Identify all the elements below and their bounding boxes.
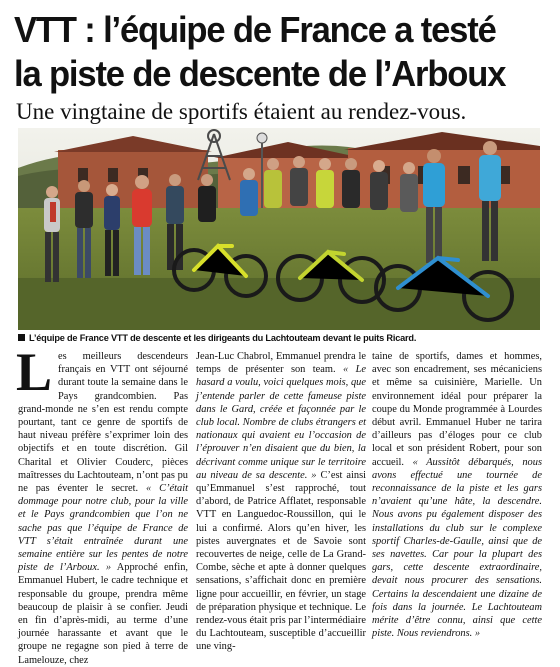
col3-text-a: taine de sportifs, dames et hommes, avec son encadrement, ses mécaniciens et même sa cuisinière, Marielle. Un environnement idéal pour préparer la coupe du Monde programmée à Lourdes début avril. Emmanuel Huber ne tarira d’ailleurs pas d’éloges pour ce club local et son président Robert, pour son accueil. bbox=[372, 351, 542, 468]
subheadline: Une vingtaine de sportifs étaient au rendez-vous. bbox=[16, 99, 467, 124]
photo-caption bbox=[18, 332, 540, 344]
drop-cap: L bbox=[16, 342, 53, 402]
col1-text-b: Approché enfin, Emmanuel Hubert, le cadre technique et responsable du groupe, prendra même beaucoup de plaisir à se confier. Jeudi en fin d’après-midi, au terme d’une journée harassante et avant que le groupe ne regagne son pied à terre de Lamelouze, chez bbox=[18, 562, 189, 666]
headline-line-1: VTT : l’équipe de France a testé bbox=[14, 9, 496, 50]
article-column-3 bbox=[372, 350, 542, 640]
caption-text: L’équipe de France VTT de descente et les dirigeants du Lachtouteam devant le puits Ricard. bbox=[29, 333, 417, 343]
col3-quote: « Aussitôt débarqués, nous avons effectué une tournée de reconnaissance de la piste et les gars n’avaient qu’une hâte, la descendre. Nous avons pu également disposer des installations du club sur le complexe sportif Charles-de-Gaulle, ainsi que de ses navettes. Car pour la plupart des gars, cette descente extraordinaire, devait nous procurer des sensations. Certains la descendaient une dizaine de fois dans la journée. Le Lachtouteam mérite d’être connu, ainsi que cette piste. Nous reviendrons. » bbox=[372, 456, 542, 640]
headline bbox=[14, 8, 529, 96]
col2-text-b: C’est ainsi qu’Emmanuel s’est rapproché, tout d’abord, de Patrice Afflatet, responsable VTT en Languedoc-Roussillon, qui le lui a confirmé. Alors qu’en hiver, les pistes auvergnates et de Savoie sont recouvertes de neige, celle de La Grand-Combe, sèche et apte à donner quelques sensations, s’affichait donc en première ligne pour accueillir, en février, un stage de préparation physique et technique. Le rendez-vous était pris par l’intermédiaire du Lachtouteam, susceptible d’accueillir une ving- bbox=[196, 469, 366, 653]
article-column-1 bbox=[16, 342, 189, 667]
col1-text-a: es meilleurs descendeurs français en VTT ont séjourné durant toute la semaine dans le Pays grandcombien. Pas grand-monde ne s’en est rendu compte pourtant, tant ce genre de sportifs de haut niveau préfère s’exprimer loin des objectifs et en toute discrétion. Gil Charital et Olivier Couderc, pièces maîtresses du Lachtouteam, n’ont pas pu ne pas éventer le secret. bbox=[18, 351, 188, 495]
col2-quote: « Le hasard a voulu, voici quelques mois, que j’entende parler de cette fameuse piste dans le Gard, créée et façonnée par le club local. Nombre de clubs étrangers et nationaux qui avaient eu l’occasion de l’éprouver n’en disaient que du bien, la décrivant comme unique sur le territoire au niveau de sa descente. » bbox=[196, 364, 366, 481]
caption-bullet-icon bbox=[18, 334, 25, 341]
team-photo bbox=[18, 128, 540, 330]
headline-line-2: la piste de descente de l’Arboux bbox=[14, 53, 506, 94]
article-column-2 bbox=[196, 350, 366, 654]
col1-quote: « C’était dommage pour notre club, pour la ville et le Pays grandcombien que l’on ne sache pas que l’équipe de France de VTT s’était entraînée durant une semaine entière sur les pentes de notre piste de l’Arboux. » bbox=[18, 483, 188, 574]
col2-text-a: Jean-Luc Chabrol, Emmanuel prendra le temps de présenter son team. bbox=[196, 351, 366, 376]
